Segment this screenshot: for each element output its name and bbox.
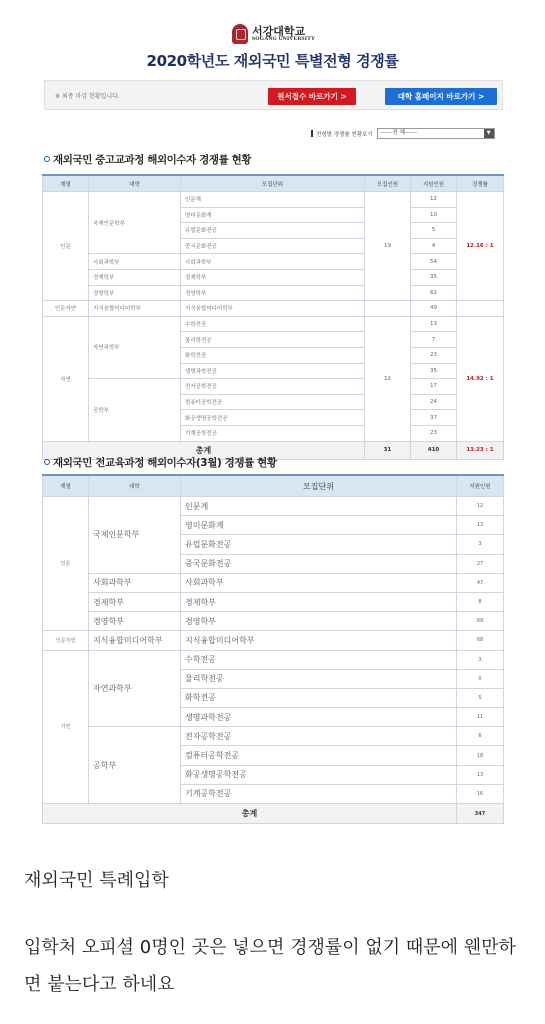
unit-cell: 화공생명공학전공 xyxy=(181,410,365,426)
column-header: 대학 xyxy=(89,175,181,192)
college-cell: 경제학부 xyxy=(89,269,181,285)
unit-cell: 전자공학전공 xyxy=(181,727,457,746)
university-logo xyxy=(232,20,315,48)
unit-cell: 영미문화계 xyxy=(181,207,365,223)
bullet-icon xyxy=(44,156,50,162)
table-row xyxy=(43,301,504,317)
applicants-cell: 0 xyxy=(457,669,504,688)
applicants-cell: 49 xyxy=(411,301,457,317)
total-label: 총계 xyxy=(43,804,457,824)
section2-title: 재외국민 전교육과정 해외이수자(3월) 경쟁률 현황 xyxy=(44,455,277,470)
dropdown-arrow-icon[interactable]: ▼ xyxy=(484,129,494,138)
unit-cell: 물리학전공 xyxy=(181,669,457,688)
college-cell: 국제인문학부 xyxy=(89,497,181,574)
post-comment: 입학처 오피셜 0명인 곳은 넣으면 경쟁률이 없기 때문에 웬만하면 붙는다고 하네요 xyxy=(24,937,516,995)
unit-cell: 유럽문화전공 xyxy=(181,223,365,239)
admission-type-selector xyxy=(311,128,495,139)
unit-cell: 유럽문화전공 xyxy=(181,535,457,554)
total-applicants: 410 xyxy=(411,441,457,459)
notice-text: ※ 최종 마감 현황입니다. xyxy=(55,93,120,100)
total-rate: 13.23 : 1 xyxy=(457,441,504,459)
unit-cell: 컴퓨터공학전공 xyxy=(181,394,365,410)
unit-cell: 경제학부 xyxy=(181,592,457,611)
column-header: 계열 xyxy=(43,175,89,192)
unit-cell: 물리학전공 xyxy=(181,332,365,348)
bullet-icon xyxy=(44,459,50,465)
quota-cell: 12 xyxy=(365,316,411,441)
applicants-cell: 62 xyxy=(411,285,457,301)
unit-cell: 영미문화계 xyxy=(181,516,457,535)
applicants-cell: 35 xyxy=(411,363,457,379)
quota-cell xyxy=(365,301,411,317)
rate-cell: 12.16 : 1 xyxy=(457,192,504,301)
total-label: 총계 xyxy=(43,441,365,459)
table-row xyxy=(43,631,504,650)
college-cell: 공학부 xyxy=(89,379,181,441)
applicants-cell: 10 xyxy=(411,207,457,223)
unit-cell: 중국문화전공 xyxy=(181,554,457,573)
college-cell: 국제인문학부 xyxy=(89,192,181,254)
college-cell: 경영학부 xyxy=(89,285,181,301)
logo-korean-name: 서강대학교 xyxy=(252,24,306,38)
column-header: 모집인원 xyxy=(365,175,411,192)
page-title: 2020학년도 재외국민 특별전형 경쟁률 xyxy=(146,52,399,70)
field-cell: 인문 xyxy=(43,497,89,631)
quota-cell: 19 xyxy=(365,192,411,301)
applicants-cell: 16 xyxy=(457,784,504,803)
column-header: 모집단위 xyxy=(181,475,457,497)
unit-cell: 인문계 xyxy=(181,192,365,208)
field-cell: 인문자연 xyxy=(43,631,89,650)
applicants-cell: 69 xyxy=(457,612,504,631)
applicants-cell: 35 xyxy=(411,269,457,285)
college-cell: 자연과학부 xyxy=(89,316,181,378)
applicants-cell: 47 xyxy=(457,573,504,592)
applicants-cell: 3 xyxy=(457,535,504,554)
applicants-cell: 5 xyxy=(411,223,457,239)
applicants-cell: 7 xyxy=(411,332,457,348)
post-caption: 재외국민 특례입학 xyxy=(24,870,169,891)
column-header: 경쟁률 xyxy=(457,175,504,192)
applicants-cell: 4 xyxy=(411,238,457,254)
applicants-cell: 13 xyxy=(457,516,504,535)
applicants-cell: 12 xyxy=(411,192,457,208)
table-row xyxy=(43,612,504,631)
applicants-cell: 11 xyxy=(457,708,504,727)
unit-cell: 수학전공 xyxy=(181,316,365,332)
table-row xyxy=(43,254,504,270)
applicants-cell: 68 xyxy=(457,631,504,650)
applicants-cell: 54 xyxy=(411,254,457,270)
applicants-cell: 13 xyxy=(457,765,504,784)
column-header: 대학 xyxy=(89,475,181,497)
rate-cell xyxy=(457,301,504,317)
applicants-cell: 37 xyxy=(411,410,457,426)
applicants-cell: 23 xyxy=(411,347,457,363)
table-row xyxy=(43,285,504,301)
unit-cell: 중국문화전공 xyxy=(181,238,365,254)
unit-cell: 생명과학전공 xyxy=(181,708,457,727)
field-cell: 인문자연 xyxy=(43,301,89,317)
unit-cell: 사회과학부 xyxy=(181,254,365,270)
college-cell: 공학부 xyxy=(89,727,181,804)
unit-cell: 기계공학전공 xyxy=(181,784,457,803)
applicants-cell: 13 xyxy=(411,316,457,332)
college-cell: 사회과학부 xyxy=(89,573,181,592)
unit-cell: 지식융합미디어학부 xyxy=(181,301,365,317)
competition-rate-table-2 xyxy=(42,474,504,824)
selector-label: 전형별 경쟁률 현황보기 xyxy=(311,130,373,138)
total-quota: 31 xyxy=(365,441,411,459)
section1-title: 재외국민 중고교과정 해외이수자 경쟁률 현황 xyxy=(44,152,251,167)
table-row xyxy=(43,316,504,332)
logo-english-name: SOGANG UNIVERSITY xyxy=(252,35,316,42)
homepage-button[interactable]: 대학 홈페이지 바로가기 > xyxy=(385,88,497,105)
unit-cell: 경영학부 xyxy=(181,612,457,631)
column-header: 지원인원 xyxy=(457,475,504,497)
applicants-cell: 8 xyxy=(457,592,504,611)
unit-cell: 기계공학전공 xyxy=(181,425,365,441)
notice-bar xyxy=(44,80,503,110)
unit-cell: 경제학부 xyxy=(181,269,365,285)
table-row xyxy=(43,269,504,285)
table-row xyxy=(43,379,504,395)
college-cell: 경영학부 xyxy=(89,612,181,631)
table-row xyxy=(43,497,504,516)
applicants-cell: 12 xyxy=(457,497,504,516)
unit-cell: 화학전공 xyxy=(181,347,365,363)
unit-cell: 수학전공 xyxy=(181,650,457,669)
applicants-cell: 18 xyxy=(457,746,504,765)
rate-cell: 14.92 : 1 xyxy=(457,316,504,441)
college-cell: 자연과학부 xyxy=(89,650,181,727)
unit-cell: 전자공학전공 xyxy=(181,379,365,395)
table-row xyxy=(43,573,504,592)
dropdown-value: ------전 체------ xyxy=(380,130,417,136)
table-row xyxy=(43,727,504,746)
field-cell: 인문 xyxy=(43,192,89,301)
unit-cell: 생명과학전공 xyxy=(181,363,365,379)
applicants-cell: 5 xyxy=(457,688,504,707)
competition-rate-table-1 xyxy=(42,174,504,460)
column-header: 지원인원 xyxy=(411,175,457,192)
table-header-row xyxy=(43,475,504,497)
college-cell: 지식융합미디어학부 xyxy=(89,301,181,317)
column-header: 모집단위 xyxy=(181,175,365,192)
column-header: 계열 xyxy=(43,475,89,497)
admission-type-dropdown[interactable] xyxy=(377,128,495,139)
applicants-cell: 24 xyxy=(411,394,457,410)
college-cell: 지식융합미디어학부 xyxy=(89,631,181,650)
field-cell: 자연 xyxy=(43,316,89,441)
unit-cell: 화학전공 xyxy=(181,688,457,707)
unit-cell: 화공생명공학전공 xyxy=(181,765,457,784)
applicants-cell: 17 xyxy=(411,379,457,395)
applicants-cell: 27 xyxy=(457,554,504,573)
university-seal-icon xyxy=(232,24,248,44)
unit-cell: 사회과학부 xyxy=(181,573,457,592)
field-cell: 자연 xyxy=(43,650,89,804)
college-cell: 사회과학부 xyxy=(89,254,181,270)
college-cell: 경제학부 xyxy=(89,592,181,611)
applicants-cell: 6 xyxy=(457,727,504,746)
apply-button[interactable]: 원서접수 바로가기 > xyxy=(268,88,356,105)
total-applicants: 347 xyxy=(457,804,504,824)
table-row xyxy=(43,192,504,208)
applicants-cell: 23 xyxy=(411,425,457,441)
unit-cell: 경영학부 xyxy=(181,285,365,301)
unit-cell: 컴퓨터공학전공 xyxy=(181,746,457,765)
unit-cell: 지식융합미디어학부 xyxy=(181,631,457,650)
applicants-cell: 3 xyxy=(457,650,504,669)
table-row xyxy=(43,592,504,611)
table-header-row xyxy=(43,175,504,192)
table-row xyxy=(43,650,504,669)
total-row xyxy=(43,804,504,824)
unit-cell: 인문계 xyxy=(181,497,457,516)
